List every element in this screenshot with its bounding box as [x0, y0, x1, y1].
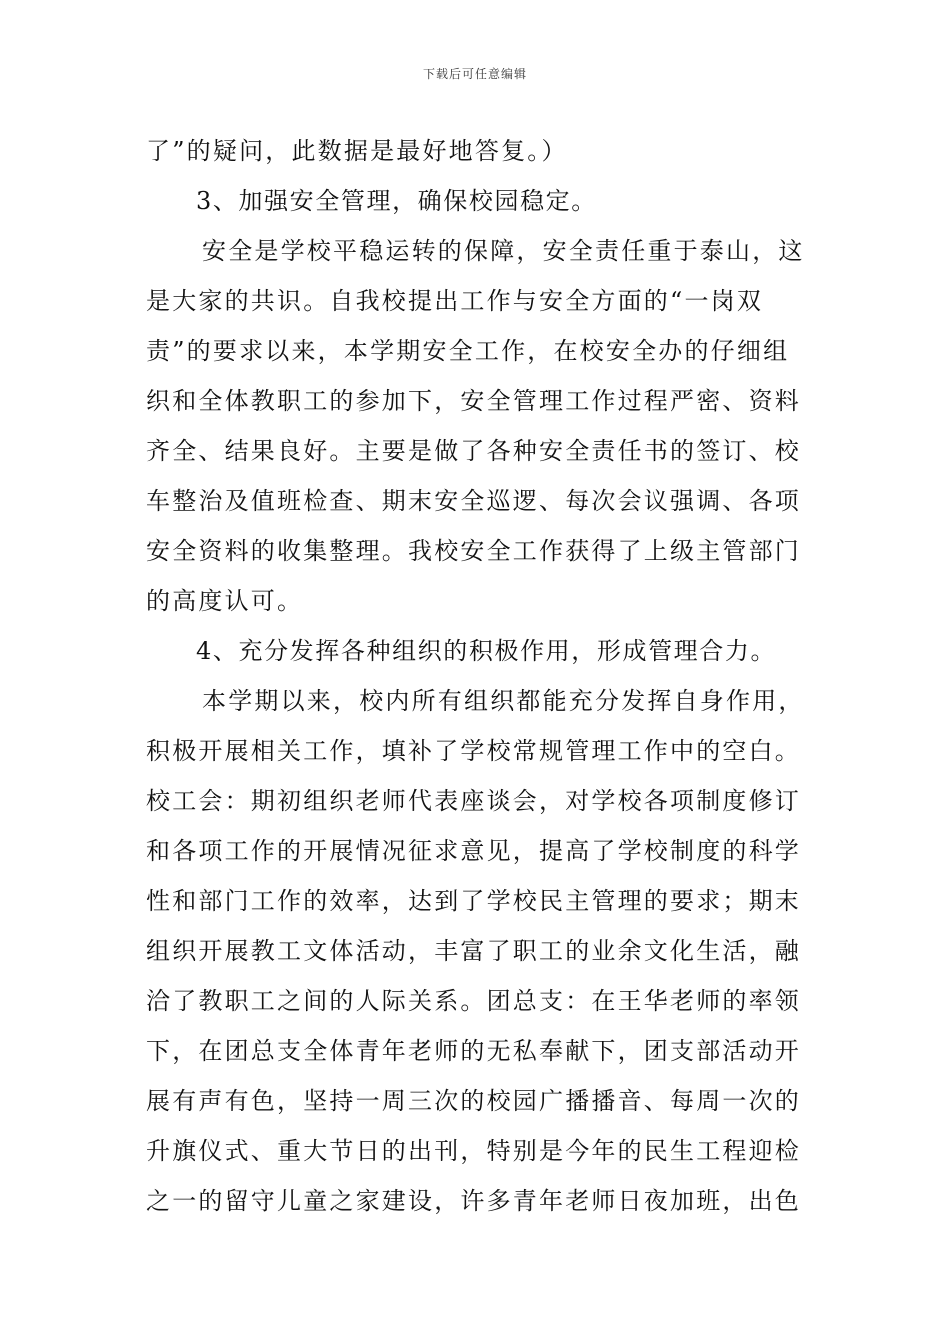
section-heading-3: 3、加强安全管理，确保校园稳定。: [196, 187, 597, 215]
text-line: 织和全体教职工的参加下，安全管理工作过程严密、资料: [146, 387, 801, 415]
text-line: 的高度认可。: [146, 587, 304, 615]
text-line: 安全是学校平稳运转的保障，安全责任重于泰山，这: [202, 237, 805, 265]
text-line: 和各项工作的开展情况征求意见，提高了学校制度的科学: [146, 837, 801, 865]
text-line: 升旗仪式、重大节日的出刊，特别是今年的民生工程迎检: [146, 1137, 801, 1165]
text-line: 责”的要求以来，本学期安全工作，在校安全办的仔细组: [146, 337, 790, 365]
text-line: 组织开展教工文体活动，丰富了职工的业余文化生活，融: [146, 937, 801, 965]
text-line: 下，在团总支全体青年老师的无私奉献下，团支部活动开: [146, 1037, 801, 1065]
page-header: 下载后可任意编辑: [422, 67, 527, 81]
section-heading-4: 4、充分发挥各种组织的积极作用，形成管理合力。: [196, 637, 777, 665]
text-line: 洽了教职工之间的人际关系。团总支：在王华老师的率领: [146, 987, 801, 1015]
text-line: 齐全、结果良好。主要是做了各种安全责任书的签订、校: [146, 437, 801, 465]
text-line: 安全资料的收集整理。我校安全工作获得了上级主管部门: [146, 537, 801, 565]
text-line: 积极开展相关工作，填补了学校常规管理工作中的空白。: [146, 737, 801, 765]
text-line: 展有声有色，坚持一周三次的校园广播播音、每周一次的: [146, 1087, 801, 1115]
document-body: [146, 126, 808, 1226]
text-line: 是大家的共识。自我校提出工作与安全方面的“一岗双: [146, 287, 764, 315]
text-line: 车整治及值班检查、期末安全巡逻、每次会议强调、各项: [146, 487, 801, 515]
text-line: 之一的留守儿童之家建设，许多青年老师日夜加班，出色: [146, 1187, 801, 1215]
text-line: 校工会：期初组织老师代表座谈会，对学校各项制度修订: [146, 787, 801, 815]
text-line: 性和部门工作的效率，达到了学校民主管理的要求；期末: [146, 887, 801, 915]
text-line: 本学期以来，校内所有组织都能充分发挥自身作用，: [202, 687, 805, 715]
text-line: 了”的疑问，此数据是最好地答复。）: [146, 137, 568, 165]
